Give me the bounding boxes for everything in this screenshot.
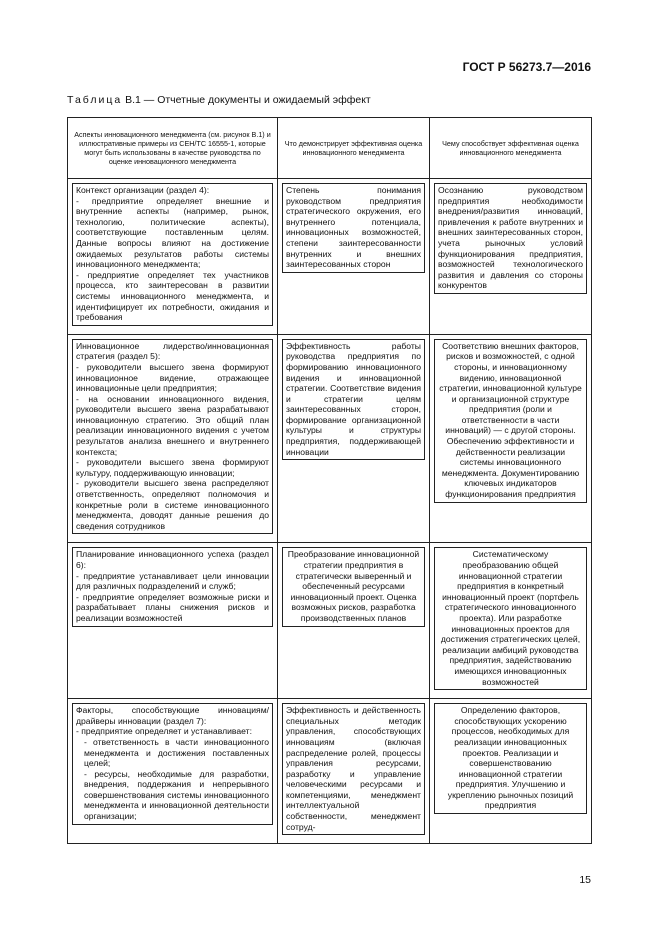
aspect-cell	[68, 699, 278, 844]
documents-table	[67, 117, 592, 844]
demonstrates-cell: Преобразование инновационной стратегии предприятия в стратегически выверенный и обеспеченный ресурсами инновационный проект. Оценка возможных рисков, разработка производственных планов	[278, 543, 430, 699]
aspect-title: Инновационное лидерство/инновационная стратегия (раздел 5):	[76, 340, 269, 362]
aspect-cell	[68, 543, 278, 699]
table-row	[68, 543, 592, 699]
table-caption-label: Таблица	[67, 94, 123, 106]
table-row	[68, 179, 592, 335]
promotes-cell: Осознанию руководством предприятия необходимости внедрения/развития инноваций, привлечения к работе внутренних и внешних заинтересованных сторон, учета рыночных условий функционирования предприятия, возможностей технологического развития и давления со стороны конкурентов	[430, 179, 592, 335]
aspect-item: - руководители высшего звена формируют инновационное видение, отражающее инновационные цели предприятия;	[76, 361, 269, 394]
aspect-item: - руководители высшего звена формируют культуру, поддерживающую инновации;	[76, 457, 269, 478]
table-caption	[67, 94, 371, 106]
column-header-demonstrates: Что демонстрирует эффективная оценка инновационного менеджмента	[278, 118, 430, 179]
aspect-title: Факторы, способствующие инновациям/драйверы инновации (раздел 7):	[76, 705, 269, 726]
promotes-cell: Определению факторов, способствующих ускорению процессов, необходимых для реализации инновационных проектов. Реализации и совершенствованию инновационной стратегии предприятия. Улучшению и укреплению рыночных позиций предприятия	[430, 699, 592, 844]
table-caption-title: — Отчетные документы и ожидаемый эффект	[140, 94, 371, 106]
table-row	[68, 334, 592, 543]
aspect-item: - предприятие определяет тех участников процесса, кто заинтересован в развитии системы инновационного менеджмента, и идентифицирует их потребности, ожидания и требования	[76, 269, 269, 323]
table-row	[68, 699, 592, 844]
aspect-title: Планирование инновационного успеха (раздел 6):	[76, 549, 269, 570]
aspect-cell	[68, 334, 278, 543]
aspect-item: - на основании инновационного видения, руководители высшего звена разрабатывают инновационную стратегию. Это общий план реализации инновационного видения с учетом результатов анализа внешнего и внутреннего контекста;	[76, 393, 269, 457]
demonstrates-cell: Эффективность и действенность специальных методик управления, способствующих инновациям (включая распределение ролей, процессы управления ресурсами, разработку и управление человеческими ресурсами и компетенциями, менеджмент интеллектуальной собственности, менеджмент сотруд-	[278, 699, 430, 844]
aspect-item: - предприятие определяет возможные риски и разрабатывает планы снижения рисков и реализации возможностей	[76, 591, 269, 623]
promotes-cell: Систематическому преобразованию общей инновационной стратегии предприятия в конкретный инновационный проект (портфель стратегического инновационного проекта). Или разработке инновационных проектов для достижения стратегических целей, реализации амбиций руководства предприятия, задействованию имеющихся инновационных возможностей	[430, 543, 592, 699]
demonstrates-cell: Эффективность работы руководства предприятия по формированию инновационного видения и инновационной стратегии. Соответствие видения и стратегии целям заинтересованных сторон, формирование организационной культуры и структуры предприятия, поддерживающей инновации	[278, 334, 430, 543]
aspect-cell	[68, 179, 278, 335]
table-caption-number: В.1	[125, 94, 141, 106]
demonstrates-cell: Степень понимания руководством предприятия стратегического окружения, его внутреннего потенциала, инновационных возможностей, степени заинтересованности внутренних и внешних заинтересованных сторон	[278, 179, 430, 335]
aspect-title: Контекст организации (раздел 4):	[76, 185, 210, 195]
aspect-item: - руководители высшего звена распределяют ответственность, определяют полномочия и конкретные роли в системе инновационного менеджмента, доводят данные решения до сведения сотрудников	[76, 478, 269, 531]
column-header-aspects: Аспекты инновационного менеджмента (см. рисунок В.1) и иллюстративные примеры из СЕН/ТС 16555-1, которые могут быть использованы в качестве руководства по оценке инновационного менеджмента	[68, 118, 278, 179]
aspect-subitem: - ответственность в части инновационного менеджмента и достижения поставленных целей;	[84, 736, 269, 769]
standard-designation: ГОСТ Р 56273.7—2016	[462, 60, 591, 74]
aspect-subitem: - ресурсы, необходимые для разработки, внедрения, поддержания и непрерывного совершенствования системы инновационного менеджмента и инновационной деятельности организации;	[84, 768, 269, 822]
aspect-item: - предприятие определяет внешние и внутренние аспекты (например, рынок, технологию, политические аспекты), соответствующие поставленным целям. Данные вопросы влияют на достижение ожидаемых результатов работы системы инновационного менеджмента;	[76, 195, 269, 270]
page-number: 15	[579, 874, 591, 886]
promotes-cell: Соответствию внешних факторов, рисков и возможностей, с одной стороны, и инновационному видению, инновационной стратегии, инновационной культуре и организационной структуре предприятия (роли и ответственности в части инноваций) — с другой стороны. Обеспечению эффективности и действенности реализации системы инновационного менеджмента. Документированию ключевых индикаторов функционирования предприятия	[430, 334, 592, 543]
column-header-promotes: Чему способствует эффективная оценка инновационного менеджмента	[430, 118, 592, 179]
table-header-row	[68, 118, 592, 179]
aspect-item: - предприятие устанавливает цели инновации для различных подразделений и служб;	[76, 570, 269, 592]
aspect-item: - предприятие определяет и устанавливает:	[76, 726, 252, 737]
